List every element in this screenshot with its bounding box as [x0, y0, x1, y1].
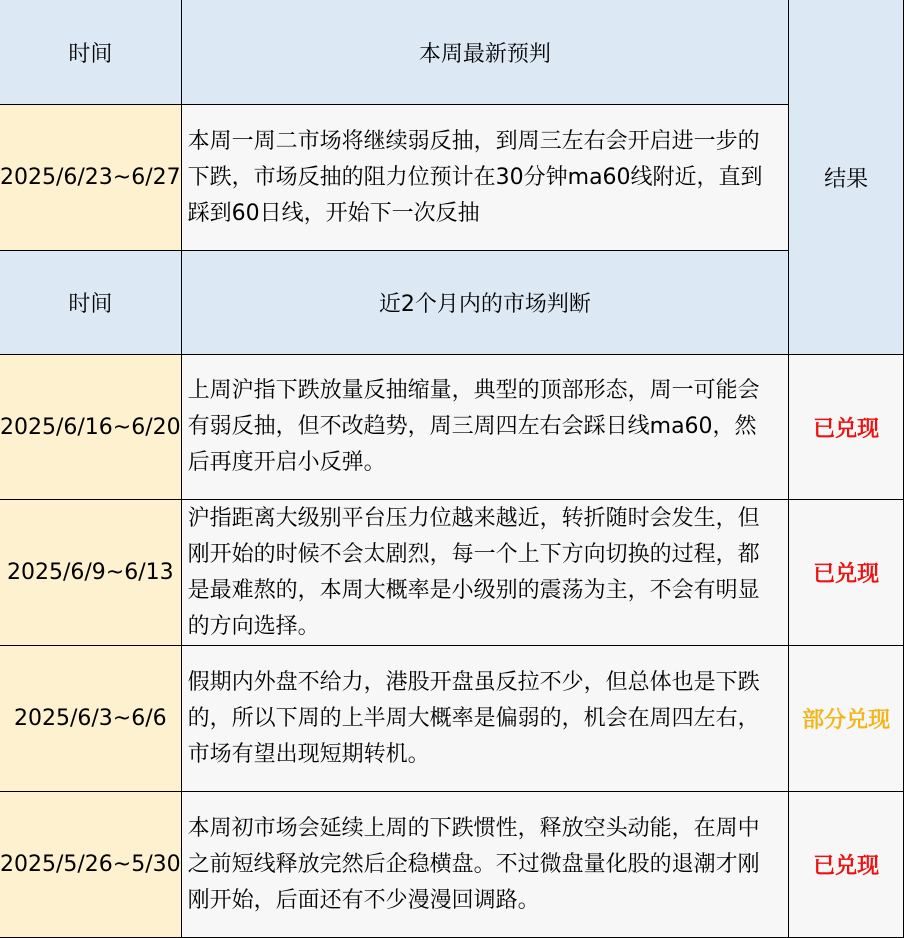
row-text: 本周初市场会延续上周的下跌惯性，释放空头动能，在周中之前短线释放完然后企稳横盘。不过微盘量化股的退潮才刚刚开始，后面还有不少漫漫回调路。: [181, 792, 789, 938]
result-badge: 已兑现: [789, 500, 904, 646]
table-row: [0, 355, 904, 500]
row-date: 2025/5/26~5/30: [0, 792, 181, 938]
table-row: [0, 500, 904, 646]
result-badge: 部分兑现: [789, 646, 904, 792]
current-date: 2025/6/23~6/27: [0, 105, 181, 251]
row-text: 上周沪指下跌放量反抽缩量，典型的顶部形态，周一可能会有弱反抽，但不改趋势，周三周四左右会踩日线ma60，然后再度开启小反弹。: [181, 355, 789, 500]
result-badge: 已兑现: [789, 792, 904, 938]
table-row: [0, 792, 904, 938]
row-date: 2025/6/16~6/20: [0, 355, 181, 500]
result-badge: 已兑现: [789, 355, 904, 500]
table-row: [0, 646, 904, 792]
result-header: 结果: [789, 0, 904, 355]
current-row: [0, 105, 904, 251]
current-forecast-text: 本周一周二市场将继续弱反抽，到周三左右会开启进一步的下跌，市场反抽的阻力位预计在30分钟ma60线附近，直到踩到60日线，开始下一次反抽: [181, 105, 789, 251]
time-subheader: 时间: [0, 251, 181, 355]
row-text: 沪指距离大级别平台压力位越来越近，转折随时会发生，但刚开始的时候不会太剧烈，每一个上下方向切换的过程，都是最难熬的，本周大概率是小级别的震荡为主，不会有明显的方向选择。: [181, 500, 789, 646]
row-date: 2025/6/3~6/6: [0, 646, 181, 792]
row-text: 假期内外盘不给力，港股开盘虽反拉不少，但总体也是下跌的，所以下周的上半周大概率是偏弱的，机会在周四左右，市场有望出现短期转机。: [181, 646, 789, 792]
row-date: 2025/6/9~6/13: [0, 500, 181, 646]
time-header: 时间: [0, 0, 181, 105]
judgment-subheader: 近2个月内的市场判断: [181, 251, 789, 355]
subheader-row: [0, 251, 904, 355]
header-row: [0, 0, 904, 105]
forecast-header: 本周最新预判: [181, 0, 789, 105]
